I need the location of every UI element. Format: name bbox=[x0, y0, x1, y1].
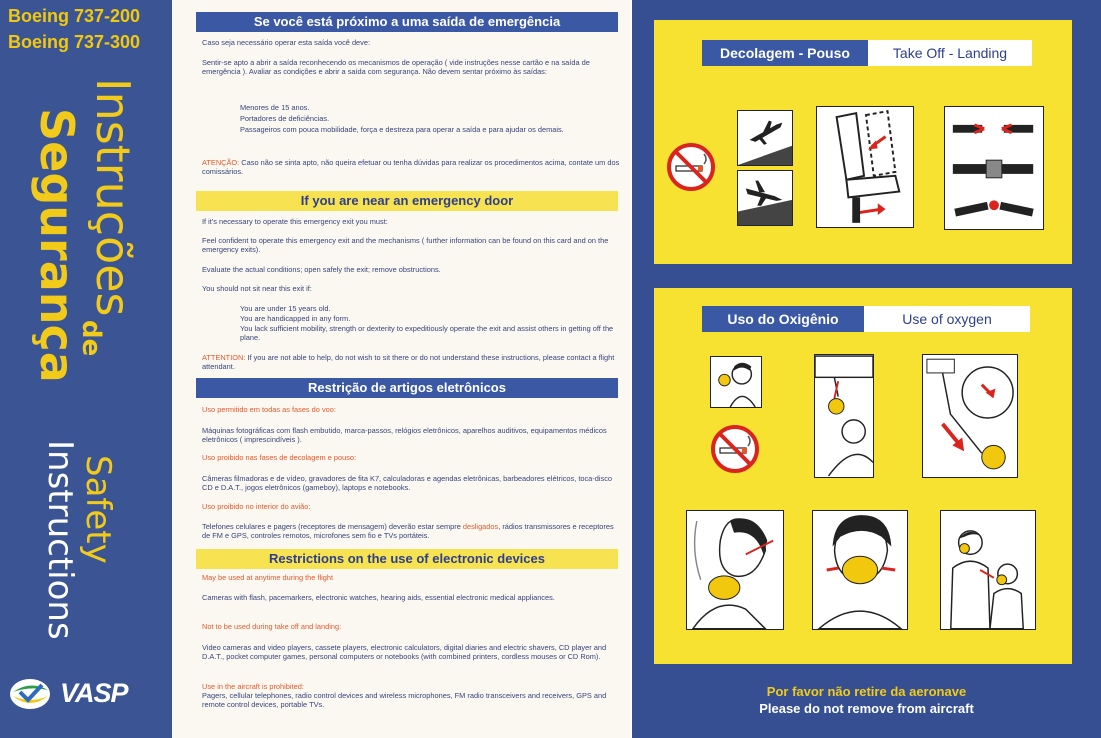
takeoff-label-pt: Decolagem - Pouso bbox=[702, 40, 868, 66]
aircraft-model-2: Boeing 737-300 bbox=[8, 32, 141, 52]
cover-title-instrucoes: Instruções bbox=[86, 78, 140, 317]
emergency-pt-body: Sentir-se apto a abrir a saída reconhecendo os mecanismos de operação ( vide instruções nesse cartão e na saída de emergência ). Avaliar as condições e abrir a saída com segurança. Não devem sentar próximo às saídas: bbox=[202, 58, 590, 77]
inflight-highlight: desligados bbox=[462, 522, 499, 531]
oxygen-mask-pull-icon bbox=[923, 355, 1017, 477]
electronics-en-allowed-text: Cameras with flash, pacemarkers, electronic watches, hearing aids, essential electronic medical appliances. bbox=[202, 593, 555, 602]
cover-title-instructions: Instructions bbox=[40, 440, 80, 640]
electronics-en-inflight-label: Use in the aircraft is prohibited: bbox=[202, 682, 304, 691]
section-heading-emergency-pt: Se você está próximo a uma saída de emergência bbox=[196, 12, 618, 32]
electronics-pt-takeoff-text: Câmeras filmadoras e de vídeo, gravadores de fita K7, calculadoras e agendas eletrônicas, barbeadores elétricos, toca-disco CD e D.A.T., jogos eletrônicos (gameboy), laptops e notebooks. bbox=[202, 474, 612, 493]
oxygen-mask-drop-icon bbox=[815, 355, 873, 477]
emergency-pt-item-2: Portadores de deficiências. bbox=[240, 114, 330, 123]
no-smoking-icon bbox=[666, 142, 716, 192]
warning-label: ATTENTION: bbox=[202, 353, 246, 362]
electronics-pt-takeoff-label: Uso proibido nas fases de decolagem e pouso: bbox=[202, 453, 357, 462]
inflight-text-part-1: Telefones celulares e pagers (receptores de mensagem) deverão estar sempre bbox=[202, 522, 461, 531]
emergency-pt-warning bbox=[202, 158, 620, 177]
cover-title-seguranca: Segurança bbox=[30, 108, 84, 383]
emergency-en-body-2: Evaluate the actual conditions; open safely the exit; remove obstructions. bbox=[202, 265, 441, 274]
section-heading-electronics-en: Restrictions on the use of electronic devices bbox=[196, 549, 618, 569]
oxygen-mask-fit-icon bbox=[687, 511, 783, 629]
section-heading-electronics-pt: Restrição de artigos eletrônicos bbox=[196, 378, 618, 398]
emergency-pt-item-3: Passageiros com pouca mobilidade, força e destreza para operar a saída e para ajudar os demais. bbox=[240, 125, 564, 134]
section-heading-emergency-en: If you are near an emergency door bbox=[196, 191, 618, 211]
no-smoking-icon bbox=[710, 424, 760, 474]
oxygen-box bbox=[654, 288, 1072, 664]
vasp-logo bbox=[8, 676, 168, 712]
aircraft-model-1: Boeing 737-200 bbox=[8, 6, 141, 26]
seat-upright-icon bbox=[817, 107, 913, 227]
mask-pull-frame bbox=[922, 354, 1018, 478]
emergency-en-item-1: You are under 15 years old. bbox=[240, 304, 331, 313]
warning-text: Caso não se sinta apto, não queira efetuar ou tenha dúvidas para realizar os procedimentos acima, contate um dos comissários. bbox=[202, 158, 620, 177]
seat-upright-frame bbox=[816, 106, 914, 228]
electronics-en-allowed-label: May be used at anytime during the flight bbox=[202, 573, 334, 582]
electronics-en-takeoff-label: Not to be used during take off and landing: bbox=[202, 622, 342, 631]
landing-airplane-frame bbox=[737, 170, 793, 226]
cover-title-de: de bbox=[76, 320, 106, 357]
footer-notice-pt: Por favor não retire da aeronave bbox=[766, 684, 967, 699]
emergency-en-item-2: You are handicapped in any form. bbox=[240, 314, 351, 323]
oxygen-smoke-frame bbox=[710, 356, 762, 408]
footer-notice-en: Please do not remove from aircraft bbox=[759, 701, 974, 716]
emergency-en-body-1: Feel confident to operate this emergency exit and the mechanisms ( further information can be found on this card and on the emergency exits). bbox=[202, 236, 609, 255]
emergency-en-warning bbox=[202, 353, 620, 372]
mask-fit-frame-1 bbox=[686, 510, 784, 630]
pictogram-panel bbox=[632, 0, 1101, 738]
electronics-pt-inflight-text bbox=[202, 522, 620, 541]
seatbelt-frame bbox=[944, 106, 1044, 230]
electronics-pt-allowed-label: Uso permitido em todas as fases do voo: bbox=[202, 405, 336, 414]
inflight-text-part-2: , rádios transmissores e receptores de FM e GPS, controles remotos, microfones sem fio e TVs portáteis. bbox=[202, 522, 614, 541]
mask-child-frame bbox=[940, 510, 1036, 630]
takeoff-label-en: Take Off - Landing bbox=[868, 40, 1032, 66]
oxygen-mask-adjust-icon bbox=[813, 511, 907, 629]
oxygen-label-en: Use of oxygen bbox=[864, 306, 1030, 332]
text-panel bbox=[172, 0, 630, 738]
electronics-en-inflight-text: Pagers, cellular telephones, radio control devices and wireless microphones, FM radio transceivers and receivers, GPS and remote control devices, portable TVs. bbox=[202, 691, 607, 710]
airplane-takeoff-icon bbox=[738, 111, 792, 165]
mask-fit-frame-2 bbox=[812, 510, 908, 630]
electronics-pt-allowed-text: Máquinas fotográficas com flash embutido, marca-passos, relógios eletrônicos, aparelhos auditivos, equipamentos médicos eletrônicos ( imprescindíveis ). bbox=[202, 426, 607, 445]
cover-panel bbox=[0, 0, 172, 738]
takeoff-landing-box bbox=[654, 20, 1072, 264]
oxygen-mask-child-icon bbox=[941, 511, 1035, 629]
cover-title-safety: Safety bbox=[78, 455, 118, 564]
emergency-en-body-3: You should not sit near this exit if: bbox=[202, 284, 312, 293]
person-smoking-icon bbox=[711, 357, 761, 407]
emergency-en-item-3: You lack sufficient mobility, strength or dexterity to expeditiously operate the exit and assist others in getting off the plane. bbox=[240, 324, 614, 343]
mask-drop-frame bbox=[814, 354, 874, 478]
airplane-landing-icon bbox=[738, 171, 792, 225]
emergency-en-intro: If it's necessary to operate this emergency exit you must: bbox=[202, 217, 388, 226]
logo-wordmark: VASP bbox=[60, 678, 128, 708]
electronics-en-takeoff-text: Video cameras and video players, cassete players, electronic calculators, digital diaries and electric shavers, CD player and D.A.T., pocket computer games, personal computers or notebooks (with combined printers, cordless mouses or CD Rom). bbox=[202, 643, 607, 662]
warning-label: ATENÇÃO: bbox=[202, 158, 240, 167]
vasp-logo-icon bbox=[8, 676, 54, 712]
warning-text: If you are not able to help, do not wish to sit there or do not understand these instructions, please contact a flight attendant. bbox=[202, 353, 615, 372]
seatbelt-icon bbox=[945, 107, 1043, 229]
electronics-pt-inflight-label: Uso proibido no interior do avião: bbox=[202, 502, 311, 511]
emergency-pt-intro: Caso seja necessário operar esta saída você deve: bbox=[202, 38, 371, 47]
takeoff-airplane-frame bbox=[737, 110, 793, 166]
oxygen-label-pt: Uso do Oxigênio bbox=[702, 306, 864, 332]
emergency-pt-item-1: Menores de 15 anos. bbox=[240, 103, 310, 112]
